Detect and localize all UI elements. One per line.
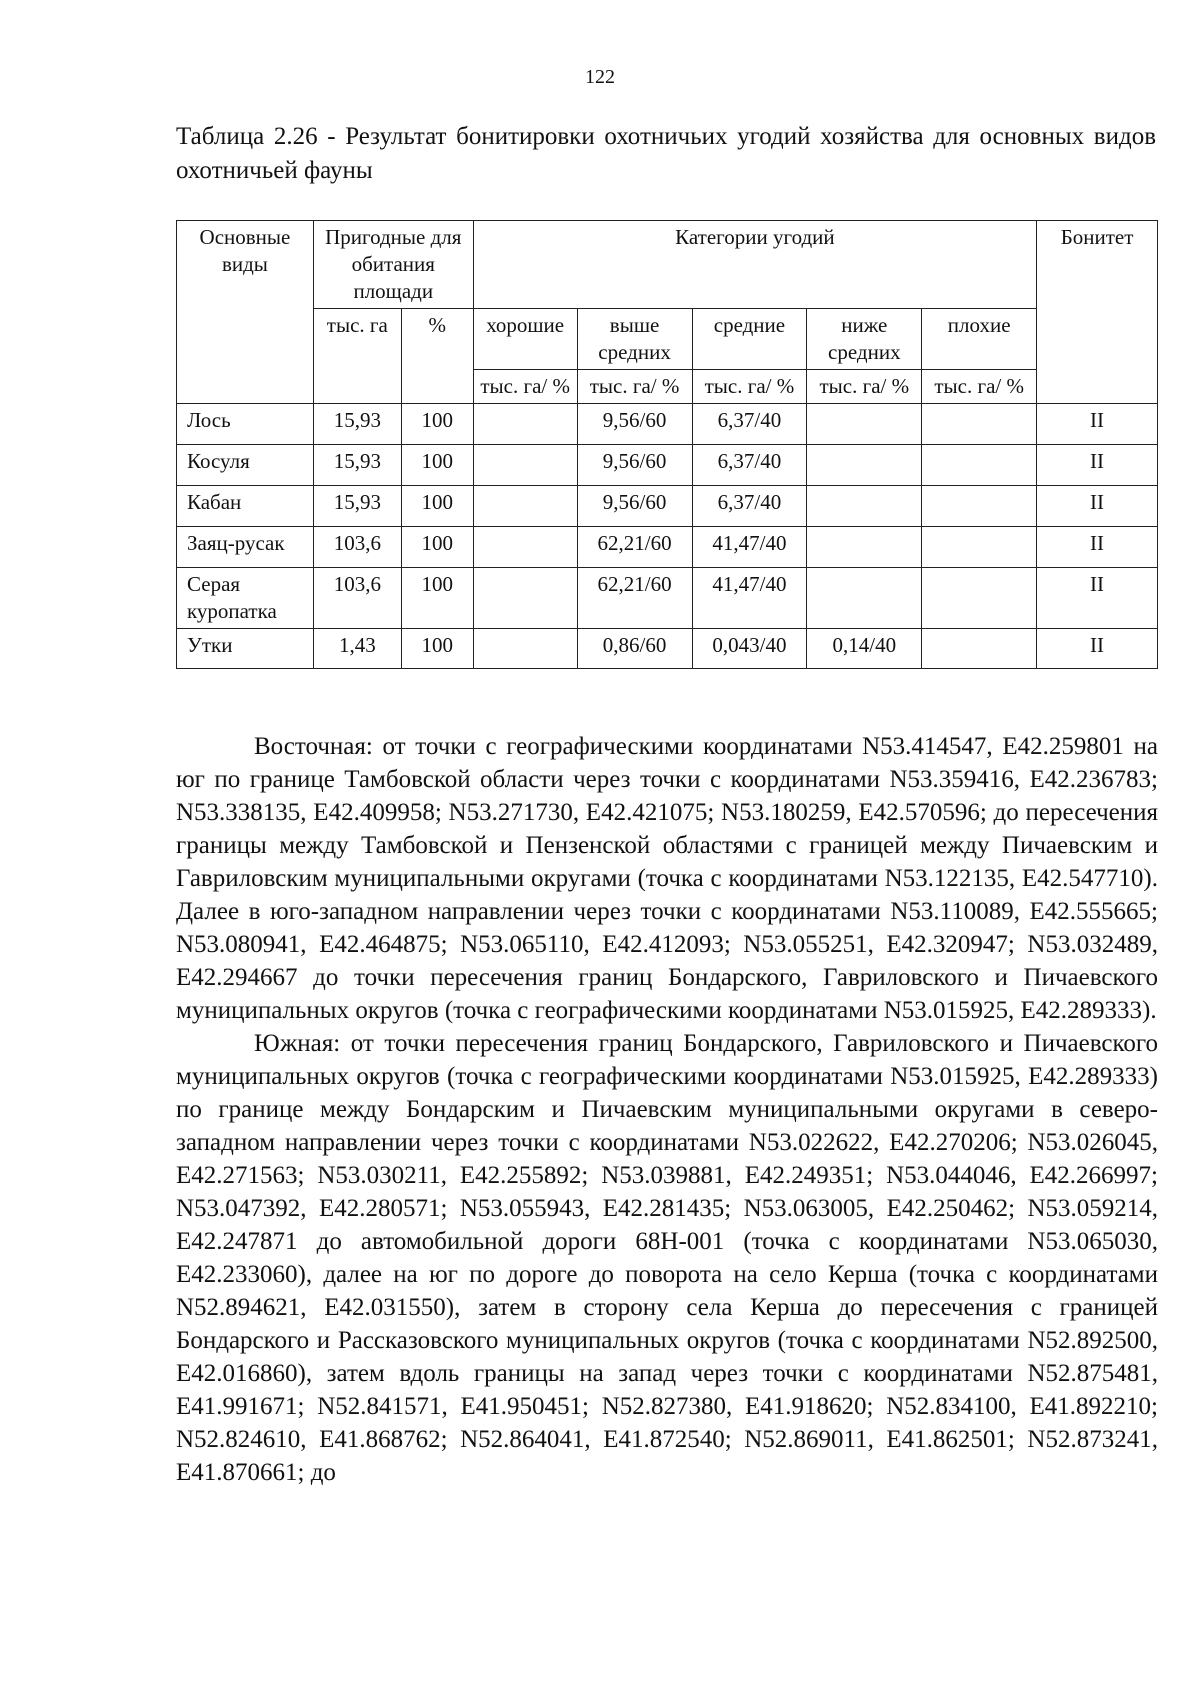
header-unit-below-average: тыс. га/ % [807, 370, 922, 404]
percent-value: 100 [401, 629, 473, 669]
below-average-value [807, 486, 922, 527]
table-row [177, 445, 1158, 486]
species-name: Косуля [177, 445, 314, 486]
percent-value: 100 [401, 445, 473, 486]
above-average-value: 9,56/60 [577, 404, 692, 445]
percent-value: 100 [401, 486, 473, 527]
percent-value: 100 [401, 568, 473, 629]
bonitet-value: II [1037, 629, 1158, 669]
percent-value: 100 [401, 404, 473, 445]
paragraph-east-border: Восточная: от точки с географическими координатами N53.414547, E42.259801 на юг по границе Тамбовской области через точки с координатами N53.359416, E42.236783; N53.338135, E42.409958; N53.271730, E42.421075; N53.180259, E42.570596; до пересечения границы между Тамбовской и Пензенской областями с границей между Пичаевским и Гавриловским муниципальными округами (точка с координатами N53.122135, E42.547710). Далее в юго-западном направлении через точки с координатами N53.110089, E42.555665; N53.080941, E42.464875; N53.065110, E42.412093; N53.055251, E42.320947; N53.032489, E42.294667 до точки пересечения границ Бондарского, Гавриловского и Пичаевского муниципальных округов (точка с географическими координатами N53.015925, E42.289333). [176, 733, 1158, 1024]
species-name: Серая куропатка [177, 568, 314, 629]
header-categories: Категории угодий [473, 221, 1036, 309]
header-unit-above-average: тыс. га/ % [577, 370, 692, 404]
table-row [177, 568, 1158, 629]
table-row [177, 527, 1158, 568]
good-value [473, 445, 577, 486]
bad-value [922, 404, 1037, 445]
below-average-value [807, 527, 922, 568]
bonitet-value: II [1037, 486, 1158, 527]
header-category-average: средние [692, 309, 807, 370]
bonitet-value: II [1037, 527, 1158, 568]
bonitet-value: II [1037, 568, 1158, 629]
area-value: 15,93 [313, 445, 401, 486]
above-average-value: 9,56/60 [577, 486, 692, 527]
average-value: 41,47/40 [692, 568, 807, 629]
above-average-value: 62,21/60 [577, 527, 692, 568]
header-suitable-area: Пригодные для обитания площади [313, 221, 473, 309]
area-value: 15,93 [313, 404, 401, 445]
area-value: 15,93 [313, 486, 401, 527]
header-unit-bad: тыс. га/ % [922, 370, 1037, 404]
header-category-below-average: ниже средних [807, 309, 922, 370]
bonitet-table [176, 220, 1158, 669]
bonitet-value: II [1037, 445, 1158, 486]
bad-value [922, 629, 1037, 669]
above-average-value: 0,86/60 [577, 629, 692, 669]
bad-value [922, 527, 1037, 568]
average-value: 41,47/40 [692, 527, 807, 568]
bad-value [922, 568, 1037, 629]
page-number: 122 [585, 66, 615, 88]
table-row [177, 629, 1158, 669]
species-name: Заяц-русак [177, 527, 314, 568]
table-row [177, 486, 1158, 527]
average-value: 0,043/40 [692, 629, 807, 669]
below-average-value [807, 404, 922, 445]
paragraph-south-border: Южная: от точки пересечения границ Бондарского, Гавриловского и Пичаевского муниципальных округов (точка с географическими координатами N53.015925, E42.289333) по границе между Бондарским и Пичаевским муниципальными округами в северо-западном направлении через точки с координатами N53.022622, E42.270206; N53.026045, E42.271563; N53.030211, E42.255892; N53.039881, E42.249351; N53.044046, E42.266997; N53.047392, E42.280571; N53.055943, E42.281435; N53.063005, E42.250462; N53.059214, E42.247871 до автомобильной дороги 68Н-001 (точка с координатами N53.065030, E42.233060), далее на юг по дороге до поворота на село Керша (точка с координатами N52.894621, E42.031550), затем в сторону села Керша до пересечения с границей Бондарского и Рассказовского муниципальных округов (точка с координатами N52.892500, E42.016860), затем вдоль границы на запад через точки с координатами N52.875481, E41.991671; N52.841571, E41.950451; N52.827380, E41.918620; N52.834100, E41.892210; N52.824610, E41.868762; N52.864041, E41.872540; N52.869011, E41.862501; N52.873241, E41.870661; до [176, 1030, 1158, 1486]
header-category-above-average: выше средних [577, 309, 692, 370]
header-percent: % [401, 309, 473, 404]
header-species: Основные виды [177, 221, 314, 404]
table-row [177, 404, 1158, 445]
area-value: 103,6 [313, 527, 401, 568]
percent-value: 100 [401, 527, 473, 568]
below-average-value [807, 568, 922, 629]
species-name: Кабан [177, 486, 314, 527]
average-value: 6,37/40 [692, 404, 807, 445]
header-category-bad: плохие [922, 309, 1037, 370]
species-name: Утки [177, 629, 314, 669]
header-area-unit: тыс. га [313, 309, 401, 404]
header-category-good: хорошие [473, 309, 577, 370]
header-bonitet: Бонитет [1037, 221, 1158, 404]
above-average-value: 9,56/60 [577, 445, 692, 486]
bonitet-value: II [1037, 404, 1158, 445]
good-value [473, 568, 577, 629]
header-unit-average: тыс. га/ % [692, 370, 807, 404]
above-average-value: 62,21/60 [577, 568, 692, 629]
species-name: Лось [177, 404, 314, 445]
average-value: 6,37/40 [692, 486, 807, 527]
good-value [473, 404, 577, 445]
good-value [473, 527, 577, 568]
area-value: 103,6 [313, 568, 401, 629]
below-average-value [807, 445, 922, 486]
good-value [473, 629, 577, 669]
table-caption: Таблица 2.26 - Результат бонитировки охотничьих угодий хозяйства для основных видов охотничьей фауны [176, 123, 1156, 184]
area-value: 1,43 [313, 629, 401, 669]
bad-value [922, 486, 1037, 527]
below-average-value: 0,14/40 [807, 629, 922, 669]
good-value [473, 486, 577, 527]
average-value: 6,37/40 [692, 445, 807, 486]
body-text [176, 730, 1158, 1489]
bad-value [922, 445, 1037, 486]
header-unit-good: тыс. га/ % [473, 370, 577, 404]
